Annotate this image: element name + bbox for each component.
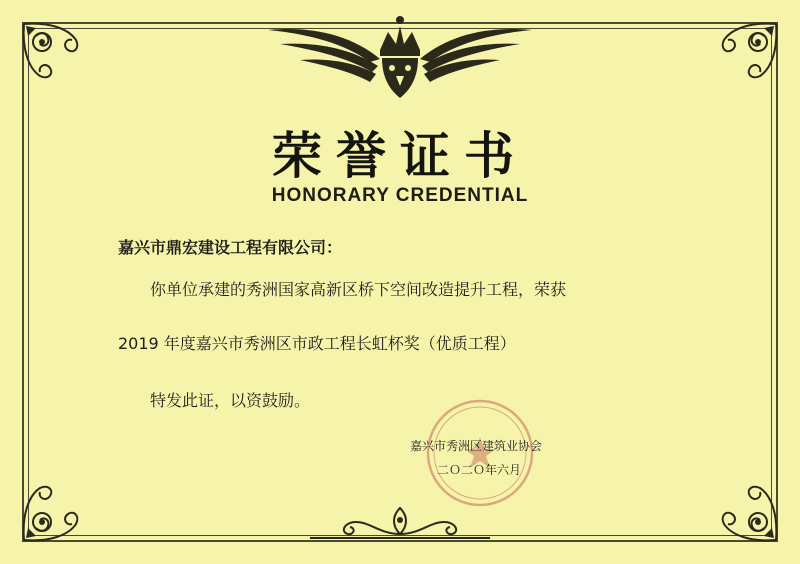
corner-flourish-icon bbox=[702, 466, 782, 546]
body-text-line: 特发此证，以资鼓励。 bbox=[150, 391, 311, 410]
certificate-title-english: HONORARY CREDENTIAL bbox=[271, 185, 529, 206]
body-text-line: 你单位承建的秀洲国家高新区桥下空间改造提升工程，荣获 bbox=[150, 280, 567, 299]
issue-date: 二Ｏ二Ｏ年六月 bbox=[437, 463, 522, 477]
corner-flourish-icon bbox=[702, 18, 782, 98]
corner-flourish-icon bbox=[18, 466, 98, 546]
certificate-title: 荣誉证书 bbox=[272, 126, 528, 185]
crown-wings-emblem-icon bbox=[250, 4, 550, 104]
issuer-name: 嘉兴市秀洲区建筑业协会 bbox=[410, 439, 543, 453]
body-text-line: 2019 年度嘉兴市秀洲区市政工程长虹杯奖（优质工程） bbox=[118, 334, 516, 353]
corner-flourish-icon bbox=[18, 18, 98, 98]
recipient-name: 嘉兴市鼎宏建设工程有限公司： bbox=[118, 238, 343, 257]
